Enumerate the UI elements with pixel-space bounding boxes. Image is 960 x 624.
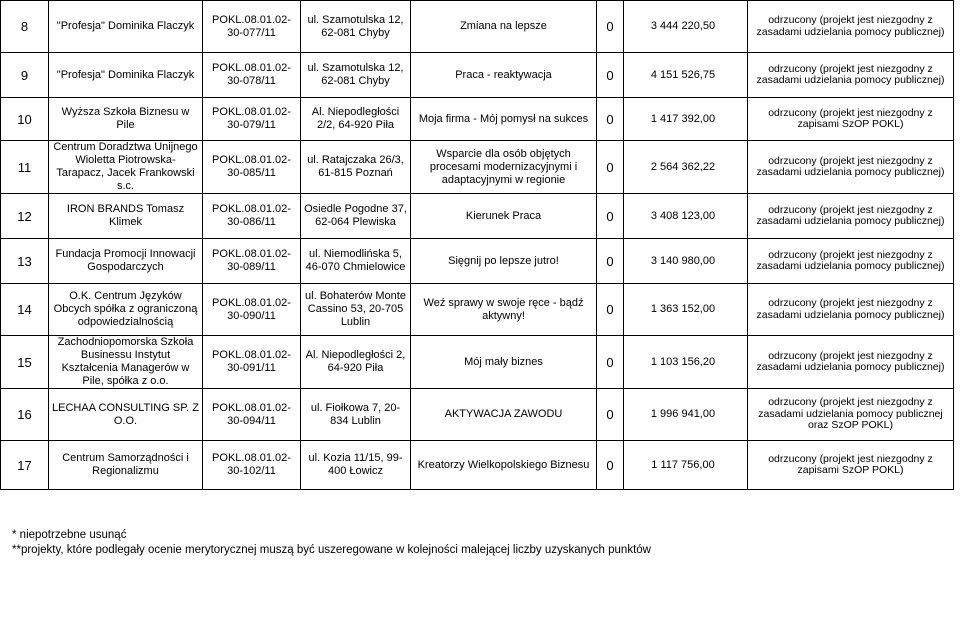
zero-value: 0 xyxy=(597,141,624,194)
evaluation-status: odrzucony (projekt jest niezgodny z zasadami udzielania pomocy publicznej) xyxy=(748,53,954,98)
applicant-name: LECHAA CONSULTING SP. Z O.O. xyxy=(49,389,203,441)
application-number: POKL.08.01.02-30-077/11 xyxy=(203,1,301,53)
evaluation-status: odrzucony (projekt jest niezgodny z zasadami udzielania pomocy publicznej) xyxy=(748,284,954,336)
applicant-name: IRON BRANDS Tomasz Klimek xyxy=(49,194,203,239)
zero-value: 0 xyxy=(597,336,624,389)
applicant-address: ul. Kozia 11/15, 99-400 Łowicz xyxy=(301,441,411,490)
applicant-name: "Profesja" Dominika Flaczyk xyxy=(49,1,203,53)
row-number: 13 xyxy=(1,239,49,284)
applicant-name: Fundacja Promocji Innowacji Gospodarczych xyxy=(49,239,203,284)
row-number: 10 xyxy=(1,98,49,141)
applicant-name: Zachodniopomorska Szkoła Businessu Instytut Kształcenia Managerów w Pile, spółka z o.o. xyxy=(49,336,203,389)
zero-value: 0 xyxy=(597,98,624,141)
project-title: Mój mały biznes xyxy=(411,336,597,389)
table-row xyxy=(1,441,954,490)
evaluation-status: odrzucony (projekt jest niezgodny z zapisami SzOP POKL) xyxy=(748,441,954,490)
requested-amount: 1 117 756,00 xyxy=(624,441,748,490)
applicant-address: Al. Niepodległości 2, 64-920 Piła xyxy=(301,336,411,389)
row-number: 17 xyxy=(1,441,49,490)
project-title: Moja firma - Mój pomysł na sukces xyxy=(411,98,597,141)
zero-value: 0 xyxy=(597,194,624,239)
row-number: 16 xyxy=(1,389,49,441)
application-number: POKL.08.01.02-30-086/11 xyxy=(203,194,301,239)
application-number: POKL.08.01.02-30-091/11 xyxy=(203,336,301,389)
evaluation-status: odrzucony (projekt jest niezgodny z zasadami udzielania pomocy publicznej) xyxy=(748,1,954,53)
requested-amount: 2 564 362,22 xyxy=(624,141,748,194)
table-body xyxy=(1,1,954,490)
footnotes xyxy=(12,528,651,558)
evaluation-status: odrzucony (projekt jest niezgodny z zasadami udzielania pomocy publicznej oraz SzOP POKL) xyxy=(748,389,954,441)
applicant-address: ul. Niemodlińska 5, 46-070 Chmielowice xyxy=(301,239,411,284)
requested-amount: 1 103 156,20 xyxy=(624,336,748,389)
application-number: POKL.08.01.02-30-094/11 xyxy=(203,389,301,441)
project-title: Kreatorzy Wielkopolskiego Biznesu xyxy=(411,441,597,490)
footnote-unnecessary: * niepotrzebne usunąć xyxy=(12,529,127,541)
evaluation-status: odrzucony (projekt jest niezgodny z zasadami udzielania pomocy publicznej) xyxy=(748,336,954,389)
applicant-name: O.K. Centrum Języków Obcych spółka z ograniczoną odpowiedzialnością xyxy=(49,284,203,336)
project-title: AKTYWACJA ZAWODU xyxy=(411,389,597,441)
evaluation-status: odrzucony (projekt jest niezgodny z zasadami udzielania pomocy publicznej) xyxy=(748,239,954,284)
row-number: 15 xyxy=(1,336,49,389)
application-number: POKL.08.01.02-30-102/11 xyxy=(203,441,301,490)
evaluation-status: odrzucony (projekt jest niezgodny z zasadami udzielania pomocy publicznej) xyxy=(748,194,954,239)
applicant-address: Osiedle Pogodne 37, 62-064 Plewiska xyxy=(301,194,411,239)
zero-value: 0 xyxy=(597,389,624,441)
table-row xyxy=(1,194,954,239)
table-row xyxy=(1,239,954,284)
zero-value: 0 xyxy=(597,284,624,336)
requested-amount: 1 363 152,00 xyxy=(624,284,748,336)
row-number: 9 xyxy=(1,53,49,98)
table-row xyxy=(1,284,954,336)
application-number: POKL.08.01.02-30-078/11 xyxy=(203,53,301,98)
project-title: Sięgnij po lepsze jutro! xyxy=(411,239,597,284)
applicant-name: Wyższa Szkoła Biznesu w Pile xyxy=(49,98,203,141)
evaluation-status: odrzucony (projekt jest niezgodny z zasadami udzielania pomocy publicznej) xyxy=(748,141,954,194)
requested-amount: 1 417 392,00 xyxy=(624,98,748,141)
evaluation-status: odrzucony (projekt jest niezgodny z zapisami SzOP POKL) xyxy=(748,98,954,141)
applicant-address: Al. Niepodległości 2/2, 64-920 Piła xyxy=(301,98,411,141)
project-title: Praca - reaktywacja xyxy=(411,53,597,98)
footnote-ranking: **projekty, które podlegały ocenie merytorycznej muszą być uszeregowane w kolejności malejącej liczby uzyskanych punktów xyxy=(12,544,651,556)
applicant-name: "Profesja" Dominika Flaczyk xyxy=(49,53,203,98)
requested-amount: 3 140 980,00 xyxy=(624,239,748,284)
table-row xyxy=(1,1,954,53)
requested-amount: 3 444 220,50 xyxy=(624,1,748,53)
applicant-address: ul. Szamotulska 12, 62-081 Chyby xyxy=(301,1,411,53)
requested-amount: 1 996 941,00 xyxy=(624,389,748,441)
application-number: POKL.08.01.02-30-085/11 xyxy=(203,141,301,194)
applicant-address: ul. Ratajczaka 26/3, 61-815 Poznań xyxy=(301,141,411,194)
zero-value: 0 xyxy=(597,441,624,490)
zero-value: 0 xyxy=(597,239,624,284)
row-number: 12 xyxy=(1,194,49,239)
zero-value: 0 xyxy=(597,1,624,53)
applicant-name: Centrum Samorządności i Regionalizmu xyxy=(49,441,203,490)
requested-amount: 3 408 123,00 xyxy=(624,194,748,239)
zero-value: 0 xyxy=(597,53,624,98)
project-title: Zmiana na lepsze xyxy=(411,1,597,53)
row-number: 8 xyxy=(1,1,49,53)
application-number: POKL.08.01.02-30-079/11 xyxy=(203,98,301,141)
applicant-name: Centrum Doradztwa Unijnego Wioletta Piotrowska-Tarapacz, Jacek Frankowski s.c. xyxy=(49,141,203,194)
table-row xyxy=(1,53,954,98)
project-title: Weź sprawy w swoje ręce - bądź aktywny! xyxy=(411,284,597,336)
row-number: 11 xyxy=(1,141,49,194)
application-number: POKL.08.01.02-30-089/11 xyxy=(203,239,301,284)
table-row xyxy=(1,98,954,141)
project-title: Wsparcie dla osób objętych procesami modernizacyjnymi i adaptacyjnymi w regionie xyxy=(411,141,597,194)
project-title: Kierunek Praca xyxy=(411,194,597,239)
row-number: 14 xyxy=(1,284,49,336)
table-row xyxy=(1,336,954,389)
requested-amount: 4 151 526,75 xyxy=(624,53,748,98)
table-row xyxy=(1,389,954,441)
applicant-address: ul. Fiołkowa 7, 20-834 Lublin xyxy=(301,389,411,441)
applicant-address: ul. Szamotulska 12, 62-081 Chyby xyxy=(301,53,411,98)
applicant-address: ul. Bohaterów Monte Cassino 53, 20-705 Lublin xyxy=(301,284,411,336)
application-number: POKL.08.01.02-30-090/11 xyxy=(203,284,301,336)
table-row xyxy=(1,141,954,194)
